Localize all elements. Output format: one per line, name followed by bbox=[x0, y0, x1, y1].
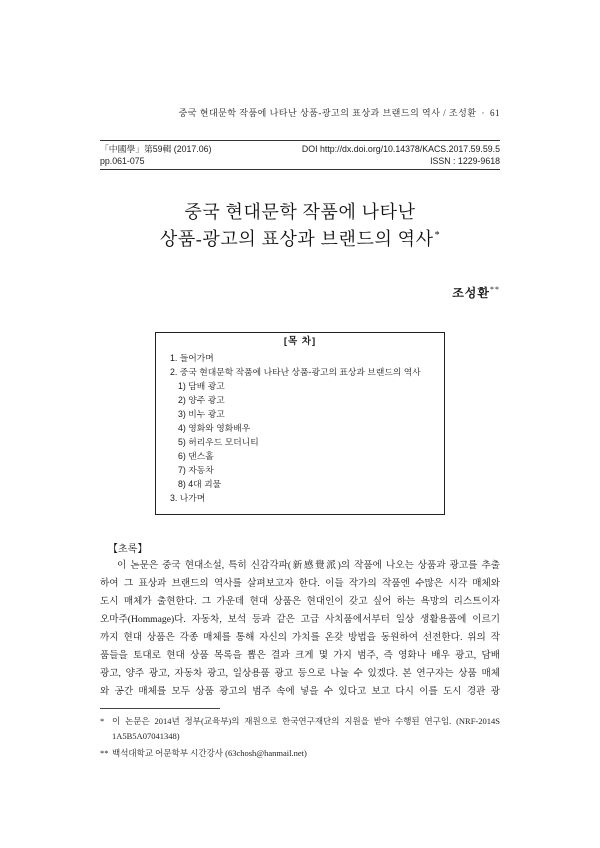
abstract-line: 하여 그 표상과 브랜드의 역사를 살펴보고자 한다. 이들 작가의 작품엔 수많은 시각 매체와 bbox=[100, 578, 500, 589]
journal-info bbox=[100, 140, 500, 170]
author-name: 조성환 bbox=[452, 286, 490, 300]
abstract-line: 이 논문은 중국 현대소설, 특히 신감각파(新感覺派)의 작품에 나오는 상품과 광고를 추출 bbox=[117, 560, 500, 571]
toc-item: 2. 중국 현대문학 작품에 나타난 상품-광고의 표상과 브랜드의 역사 bbox=[170, 367, 421, 377]
running-header-text: 중국 현대문학 작품에 나타난 상품-광고의 표상과 브랜드의 역사 / 조성환 bbox=[178, 108, 477, 118]
running-header-separator: · bbox=[481, 108, 485, 118]
toc-list bbox=[170, 351, 421, 505]
footnote-author-affiliation bbox=[100, 746, 500, 761]
title-line-2-text: 상품-광고의 표상과 브랜드의 역사 bbox=[159, 229, 434, 249]
journal-info-row-2 bbox=[100, 155, 500, 167]
toc-subitem: 8) 4대 괴물 bbox=[178, 479, 222, 489]
toc-heading: [목 차] bbox=[283, 336, 317, 347]
footnote-line: 백석대학교 어문학부 시간강사 (63chosh@hanmail.net) bbox=[112, 748, 307, 758]
running-header bbox=[179, 106, 500, 120]
abstract-label: 【초록】 bbox=[108, 544, 148, 555]
toc-subitem: 7) 자동차 bbox=[178, 465, 214, 475]
toc-subitem: 4) 영화와 영화배우 bbox=[178, 423, 251, 433]
footnote-line: 1A5B5A07041348) bbox=[112, 731, 180, 741]
abstract-line: 도시 매체가 출현한다. 그 가운데 현대 상품은 현대인이 갖고 싶어 하는 욕망의 리스트이자 bbox=[100, 596, 500, 607]
journal-info-row-1 bbox=[100, 143, 500, 155]
journal-citation: 「中國學」第59輯 (2017.06) bbox=[100, 144, 212, 154]
toc-subitem: 1) 담배 광고 bbox=[178, 381, 225, 391]
author-footnote-mark: ** bbox=[490, 285, 500, 294]
paper-title bbox=[0, 199, 600, 256]
author bbox=[452, 285, 500, 303]
abstract-line: 까지 현대 상품은 각종 매체를 통해 자신의 가치를 온갖 방법을 동원하여 선전한다. 위의 작 bbox=[100, 632, 500, 643]
toc-subitem: 6) 댄스홀 bbox=[178, 451, 214, 461]
journal-pages: pp.061-075 bbox=[100, 156, 145, 166]
footnote-mark: * bbox=[100, 716, 105, 726]
toc-subitem: 5) 허리우드 모더니티 bbox=[178, 437, 259, 447]
footnote-mark: ** bbox=[100, 748, 109, 758]
table-of-contents bbox=[155, 332, 445, 515]
abstract-line: 품들을 토대로 현대 상품 목록을 뽑은 결과 크게 몇 가지 범주, 즉 영화나 배우 광고, 담배 bbox=[100, 650, 500, 661]
journal-issn: ISSN : 1229-9618 bbox=[430, 156, 500, 166]
abstract-line: 광고, 양주 광고, 자동차 광고, 일상용품 광고 등으로 나눌 수 있겠다. 본 연구자는 상품 매체 bbox=[100, 668, 500, 679]
footnote-line: 이 논문은 2014년 정부(교육부)의 재원으로 한국연구재단의 지원을 받아 수행된 연구임. (NRF-2014S bbox=[112, 716, 500, 726]
abstract-body bbox=[100, 557, 500, 701]
page-number: 61 bbox=[490, 108, 500, 118]
title-line-2 bbox=[0, 226, 600, 256]
journal-doi: DOI http://dx.doi.org/10.14378/KACS.2017.59.59.5 bbox=[301, 144, 500, 154]
toc-item: 3. 나가며 bbox=[170, 493, 206, 503]
title-footnote-mark: * bbox=[434, 230, 441, 241]
title-line-1: 중국 현대문학 작품에 나타난 bbox=[184, 202, 416, 222]
abstract-line: 오마주(Hommage)다. 자동차, 보석 등과 같은 고급 사치품에서부터 일상 생활용품에 이르기 bbox=[100, 614, 500, 625]
toc-item: 1. 들어가며 bbox=[170, 353, 214, 363]
footnotes bbox=[100, 714, 500, 761]
toc-subitem: 2) 양주 광고 bbox=[178, 395, 225, 405]
toc-subitem: 3) 비누 광고 bbox=[178, 409, 225, 419]
footnote-funding bbox=[100, 714, 500, 744]
abstract-line: 와 공간 매체를 모두 상품 광고의 범주 속에 넣을 수 있다고 보고 다시 이를 도시 경관 광 bbox=[100, 686, 500, 697]
footnote-divider bbox=[100, 708, 220, 709]
